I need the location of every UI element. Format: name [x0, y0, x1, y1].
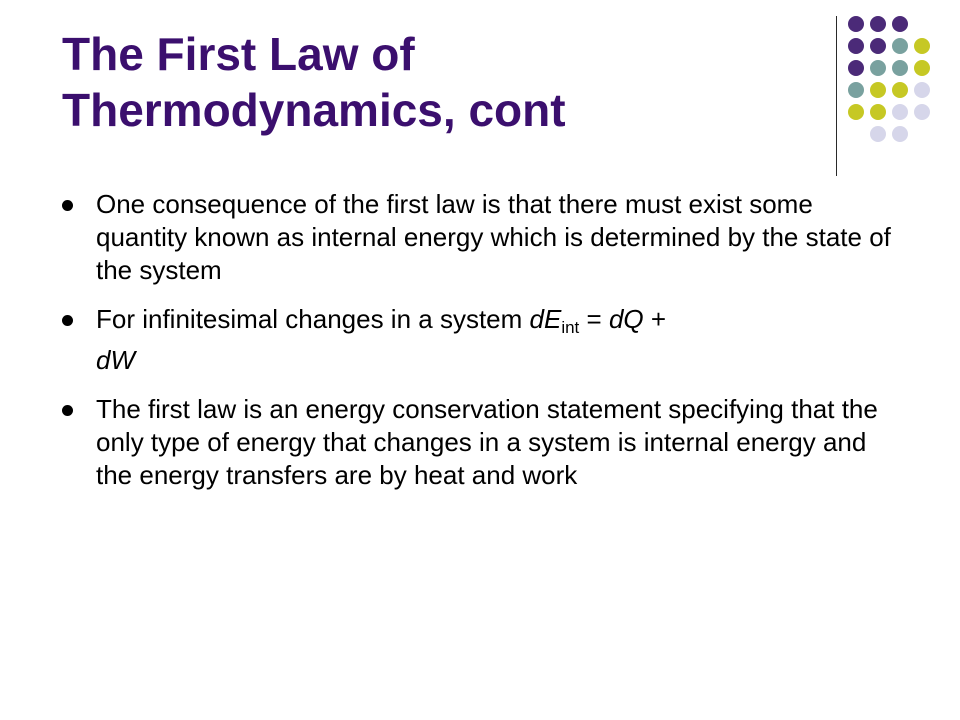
decorative-dot-icon — [892, 60, 908, 76]
equation-dE: dE — [529, 304, 562, 334]
title-line-1: The First Law of — [62, 28, 415, 80]
title-line-2: Thermodynamics, cont — [62, 84, 566, 136]
decorative-dot-icon — [892, 104, 908, 120]
decorative-dot-icon — [892, 38, 908, 54]
bullet-item — [62, 188, 892, 287]
bullet-dot-icon — [62, 315, 73, 326]
decorative-dot-icon — [914, 104, 930, 120]
equation-subscript: int — [561, 318, 580, 337]
title-divider — [836, 16, 837, 176]
decorative-dot-icon — [870, 38, 886, 54]
decorative-dot-icon — [914, 38, 930, 54]
decorative-dot-icon — [848, 104, 864, 120]
bullet-item — [62, 393, 892, 492]
decorative-dot-icon — [914, 60, 930, 76]
bullet-dot-icon — [62, 200, 73, 211]
decorative-dot-icon — [848, 82, 864, 98]
equation-equals: = — [579, 304, 609, 334]
decorative-dot-icon — [848, 16, 864, 32]
equation-dW: dW — [96, 345, 135, 375]
decorative-dot-icon — [892, 82, 908, 98]
decorative-dot-icon — [848, 60, 864, 76]
bullet-text-prefix: For infinitesimal changes in a system — [96, 304, 530, 334]
decorative-dot-icon — [870, 104, 886, 120]
decorative-dot-icon — [914, 82, 930, 98]
decorative-dot-icon — [848, 38, 864, 54]
equation-plus: + — [643, 304, 667, 334]
bullet-item — [62, 303, 892, 377]
bullet-text: The first law is an energy conservation statement specifying that the only type of energy that changes in a system is internal energy and the energy transfers are by heat and work — [96, 394, 878, 490]
decorative-dot-icon — [892, 16, 908, 32]
equation-dQ: dQ — [608, 304, 644, 334]
bullet-dot-icon — [62, 405, 73, 416]
bullet-list — [62, 188, 892, 508]
decorative-dot-icon — [870, 126, 886, 142]
slide-title — [62, 26, 802, 138]
bullet-text: One consequence of the first law is that there must exist some quantity known as internal energy which is determined by the state of the system — [96, 189, 891, 285]
decorative-dot-icon — [892, 126, 908, 142]
decorative-dot-icon — [870, 82, 886, 98]
decorative-dot-icon — [870, 16, 886, 32]
decorative-dot-icon — [870, 60, 886, 76]
